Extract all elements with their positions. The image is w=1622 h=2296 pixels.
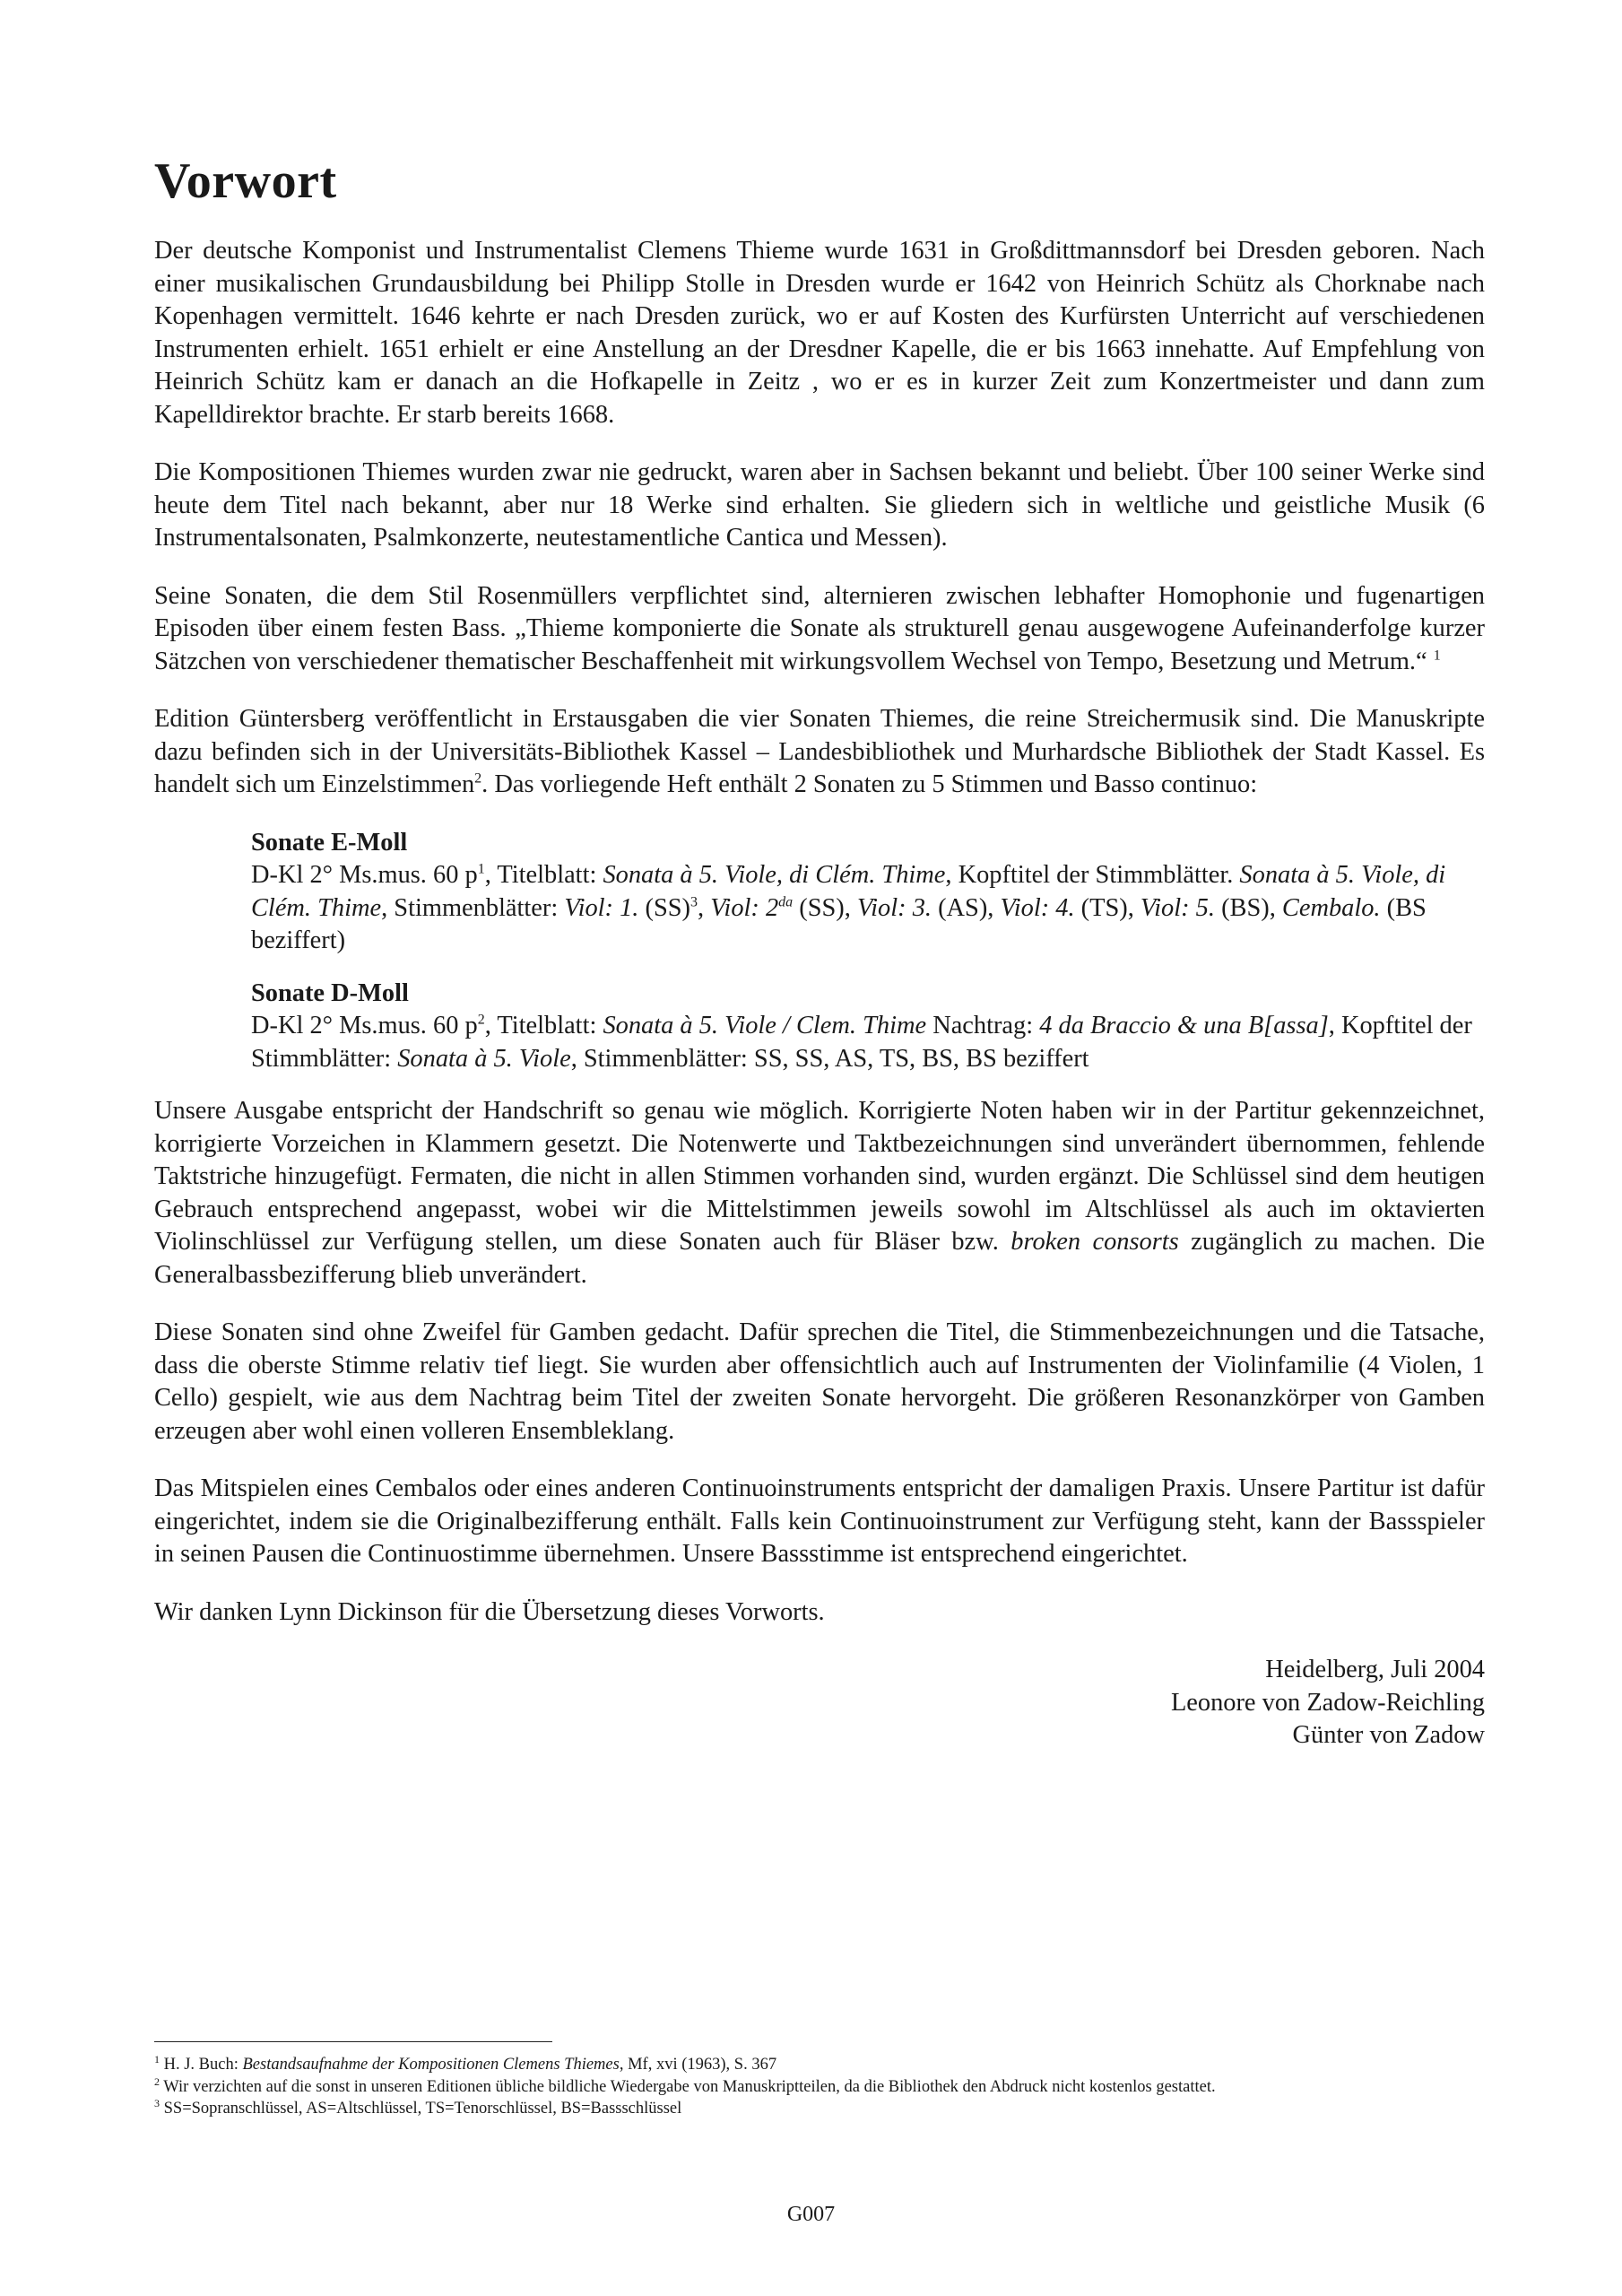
source-text: (BS),: [1214, 893, 1282, 922]
source-text: , Stimmenblätter:: [381, 893, 565, 922]
author-name: Leonore von Zadow-Reichling: [1170, 1688, 1485, 1717]
page-title: Vorwort: [154, 153, 337, 209]
paragraph-compositions: Die Kompositionen Thiemes wurden zwar nie gedruckt, waren aber in Sachsen bekannt und beliebt. Über 100 seiner Werke sind heute dem Titel nach bekannt, aber nur 18 Werke sind erhalten. Sie gliedern sich in weltliche und geistliche Musik (6 Instrumentalsonaten, Psalmkonzerte, neutestamentliche Cantica und Messen).: [154, 458, 1485, 552]
addendum-italic: 4 da Braccio & una B[assa]: [1039, 1012, 1329, 1039]
footnote-ref: 1: [1433, 648, 1441, 664]
author-name: Günter von Zadow: [1292, 1721, 1485, 1749]
page-number: G007: [786, 2203, 836, 2226]
source-text: , Kopftitel der Stimmblätter:: [251, 1012, 1472, 1073]
footnote-3: [154, 2098, 1485, 2120]
footnote-text: SS=Sopranschlüssel, AS=Altschlüssel, TS=Tenorschlüssel, BS=Bassschlüssel: [163, 2100, 682, 2118]
footnote-ref: 3: [690, 894, 698, 910]
edition-notes-text: Unsere Ausgabe entspricht der Handschrift so genau wie möglich. Korrigierte Noten haben wir in der Partitur gekennzeichnet, korrigierte Vorzeichen in Klammern gesetzt. Die Notenwerte und Taktbezeichnungen sind unverändert übernommen, fehlende Taktstriche hinzugefügt. Fermaten, die nicht in allen Stimmen vorhanden sind, wurden ergänzt. Die Schlüssel sind dem heutigen Gebrauch entsprechend angepasst, wobei wir die Mittelstimmen jeweils sowohl im Altschlüssel als auch im oktavierten Violinschlüssel zur Verfügung stellen, um diese Sonaten auch für Bläser bzw.: [154, 1097, 1485, 1256]
source-text: (SS),: [793, 893, 857, 922]
source-text: D-Kl 2° Ms.mus. 60 p: [251, 861, 478, 889]
source-text: , Titelblatt:: [484, 1012, 603, 1039]
signature-block: [154, 1654, 1485, 1752]
part-name-italic: Viol: 2: [710, 893, 779, 922]
part-name-italic: Viol: 1.: [564, 893, 639, 922]
broken-consorts-italic: broken consorts: [1010, 1228, 1179, 1256]
part-name-italic: Viol: 3.: [856, 893, 932, 922]
paragraph-biography: Der deutsche Komponist und Instrumentalist Clemens Thieme wurde 1631 in Großdittmannsdorf bei Dresden geboren. Nach einer musikalischen Grundausbildung bei Philipp Stolle in Dresden wurde er 1642 von Heinrich Schütz als Chorknabe nach Kopenhagen vermittelt. 1646 kehrte er nach Dresden zurück, wo er auf Kosten des Kurfürsten Unterricht auf verschiedenen Instrumenten erhielt. 1651 erhielt er eine Anstellung an der Dresdner Kapelle, die er bis 1663 innehatte. Auf Empfehlung von Heinrich Schütz kam er danach an die Hofkapelle in Zeitz , wo er es in kurzer Zeit zum Konzertmeister und dann zum Kapelldirektor brachte. Er starb bereits 1668.: [154, 237, 1485, 429]
footnote-text: Wir verzichten auf die sonst in unseren Editionen übliche bildliche Wiedergabe von Manuskriptteilen, da die Bibliothek den Abdruck nicht kostenlos gestattet.: [163, 2077, 1216, 2096]
footnote-divider: [154, 2041, 552, 2042]
paragraph-thanks: Wir danken Lynn Dickinson für die Übersetzung dieses Vorworts.: [154, 1597, 825, 1626]
paragraph-edition-notes: [154, 1095, 1485, 1292]
sonata-heading: Sonate D-Moll: [251, 978, 409, 1007]
footnote-number: 3: [154, 2096, 160, 2109]
footnote-text: , Mf, xvi (1963), S. 367: [619, 2056, 777, 2074]
source-text: Nachtrag:: [926, 1012, 1040, 1039]
part-ordinal-superscript: da: [778, 894, 794, 910]
body-text: [154, 235, 1485, 1752]
edition-notes-text: zugänglich zu machen. Die Generalbassbezifferung blieb unverändert.: [154, 1228, 1485, 1289]
footnote-ref: 1: [477, 861, 485, 877]
part-name-italic: Viol: 4.: [1000, 893, 1075, 922]
source-text: , Stimmenblätter: SS, SS, AS, TS, BS, BS beziffert: [570, 1044, 1089, 1073]
part-name-italic: Viol: 5.: [1140, 893, 1215, 922]
source-sonata-d-minor: [251, 978, 1485, 1076]
paragraph-edition: [154, 703, 1485, 802]
source-text: ,: [698, 893, 711, 922]
source-title-italic: Sonata à 5. Viole, di Clém. Thime: [251, 861, 1446, 922]
source-text: (SS): [638, 893, 690, 922]
sonata-heading: Sonate E-Moll: [251, 828, 408, 857]
edition-text-tail: . Das vorliegende Heft enthält 2 Sonaten zu 5 Stimmen und Basso continuo:: [481, 770, 1258, 798]
source-title-italic: Sonata à 5. Viole: [397, 1044, 571, 1073]
footnote-text: H. J. Buch:: [163, 2056, 243, 2074]
source-text: , Kopftitel der Stimmblätter.: [945, 861, 1240, 889]
source-text: D-Kl 2° Ms.mus. 60 p: [251, 1012, 478, 1039]
source-text: (TS),: [1074, 893, 1141, 922]
footnote-title-italic: Bestandsaufnahme der Kompositionen Clemens Thiemes: [242, 2056, 620, 2074]
place-date: Heidelberg, Juli 2004: [1265, 1656, 1485, 1683]
sonata-source-description: [251, 1010, 1485, 1075]
footnotes: [154, 2054, 1485, 2120]
paragraph-sonatas-style: [154, 580, 1485, 679]
footnote-2: [154, 2076, 1485, 2099]
paragraph-gambas: Diese Sonaten sind ohne Zweifel für Gamben gedacht. Dafür sprechen die Titel, die Stimmenbezeichnungen und die Tatsache, dass die oberste Stimme relativ tief liegt. Sie wurden aber offensichtlich auch auf Instrumenten der Violinfamilie (4 Violen, 1 Cello) gespielt, wie aus dem Nachtrag beim Titel der zweiten Sonate hervorgeht. Die größeren Resonanzkörper von Gamben erzeugen aber wohl einen volleren Ensembleklang.: [154, 1318, 1485, 1445]
source-title-italic: Sonata à 5. Viole, di Clém. Thime: [603, 861, 946, 889]
footnote-1: [154, 2054, 1485, 2076]
source-sonata-e-minor: [251, 827, 1485, 958]
source-text: (BS beziffert): [251, 893, 1427, 954]
edition-text: Edition Güntersberg veröffentlicht in Erstausgaben die vier Sonaten Thiemes, die reine Streichermusik sind. Die Manuskripte dazu befinden sich in der Universitäts-Bibliothek Kassel – Landesbibliothek und Murhardsche Bibliothek der Stadt Kassel. Es handelt sich um Einzelstimmen: [154, 705, 1485, 798]
paragraph-continuo: Das Mitspielen eines Cembalos oder eines anderen Continuoinstruments entspricht der damaligen Praxis. Unsere Partitur ist dafür eingerichtet, indem sie die Originalbezifferung enthält. Falls kein Continuoinstrument zur Verfügung steht, kann der Bassspieler in seinen Pausen die Continuostimme übernehmen. Unsere Bassstimme ist entsprechend eingerichtet.: [154, 1474, 1485, 1568]
source-title-italic: Sonata à 5. Viole / Clem. Thime: [603, 1012, 927, 1039]
footnote-number: 1: [154, 2052, 160, 2066]
footnote-ref: 2: [477, 1012, 485, 1028]
source-text: , Titelblatt:: [484, 861, 603, 889]
sonata-source-description: [251, 859, 1485, 958]
source-text: (AS),: [932, 893, 1001, 922]
footnote-ref: 2: [474, 770, 482, 787]
quote-text: Seine Sonaten, die dem Stil Rosenmüllers verpflichtet sind, alternieren zwischen lebhafter Homophonie und fugenartigen Episoden über einem festen Bass. „Thieme komponierte die Sonate als strukturell genau ausgewogene Aufeinanderfolge kurzer Sätzchen von verschiedener thematischer Beschaffenheit mit wirkungsvollem Wechsel von Tempo, Besetzung und Metrum.“: [154, 581, 1485, 675]
part-name-italic: Cembalo.: [1281, 893, 1381, 922]
footnote-number: 2: [154, 2074, 160, 2088]
